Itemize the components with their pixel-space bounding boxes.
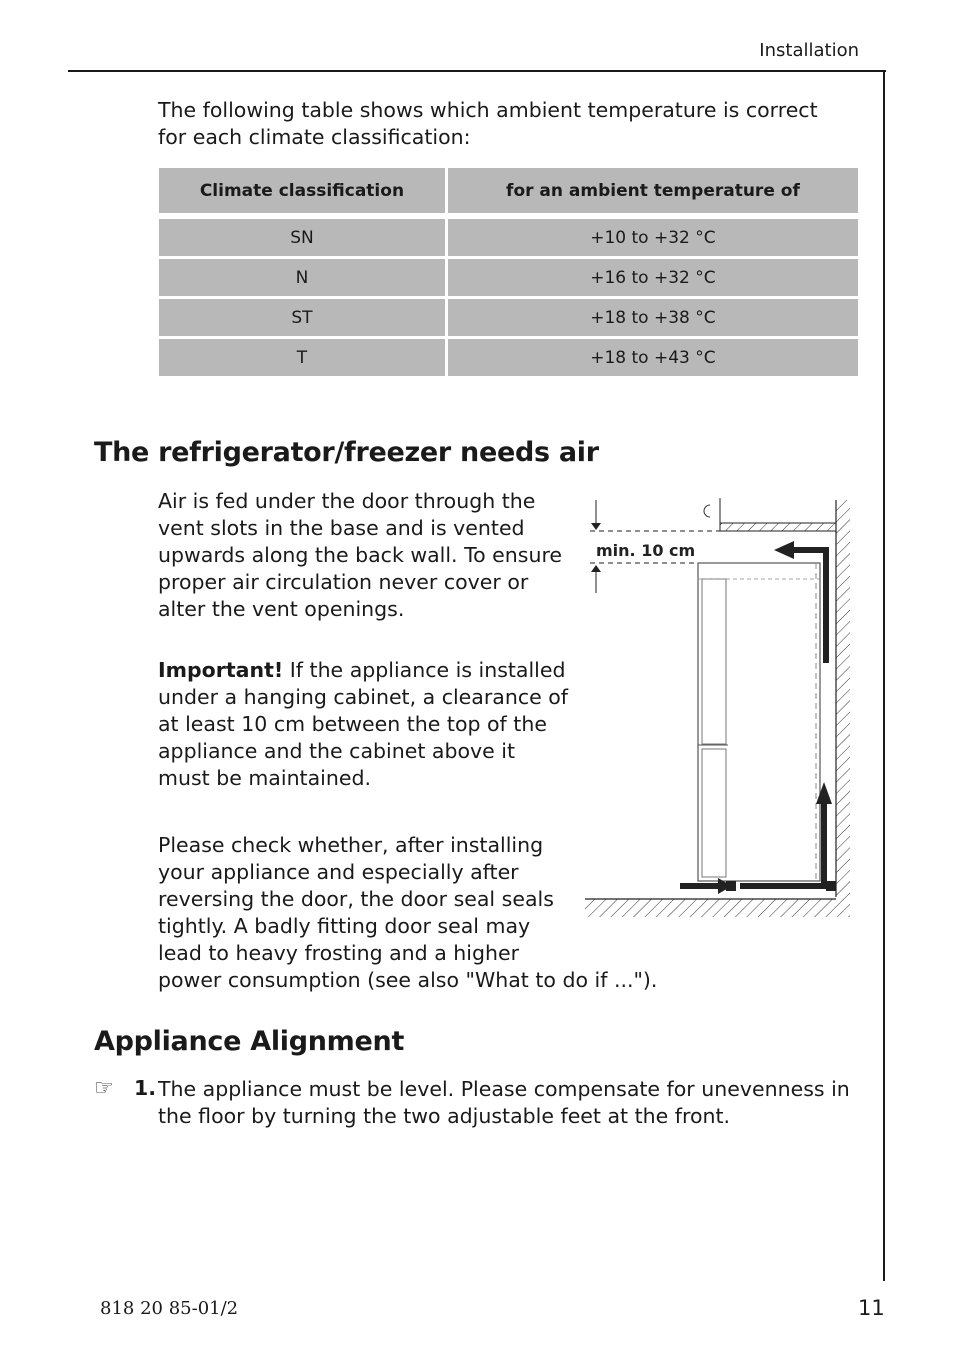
text-line: lead to heavy frosting and a higher: [158, 941, 520, 965]
text-line: power consumption (see also "What to do if ...").: [158, 968, 658, 992]
wall-hatch: [836, 500, 850, 900]
climate-table: [156, 165, 861, 379]
table-header-row: [159, 168, 858, 213]
table-header-cell: for an ambient temperature of: [448, 168, 858, 213]
pointing-hand-icon: ☞: [94, 1076, 114, 1101]
important-label: Important!: [158, 658, 284, 682]
table-cell: T: [159, 339, 445, 376]
important-paragraph: [158, 657, 568, 792]
rear-foot: [826, 881, 836, 891]
table-cell: ST: [159, 299, 445, 336]
air-paragraph: Air is fed under the door through the vent slots in the base and is vented upwards along the back wall. To ensure proper air circulation never cover or alter the vent openings.: [158, 489, 563, 621]
table-row: [159, 259, 858, 296]
header-rule: [68, 70, 886, 72]
text-line: reversing the door, the door seal seals: [158, 887, 554, 911]
section-title-air: The refrigerator/freezer needs air: [94, 437, 599, 468]
important-text: If the appliance is installed under a hanging cabinet, a clearance of at least 10 cm between the top of the appliance and the cabinet above it must be maintained.: [158, 658, 568, 790]
step-number: 1.: [134, 1076, 157, 1100]
text-line: your appliance and especially after: [158, 860, 519, 884]
table-cell: N: [159, 259, 445, 296]
intro-paragraph: The following table shows which ambient temperature is correct for each climate classification:: [158, 98, 818, 149]
margin-rule: [883, 70, 885, 1281]
table-row: [159, 339, 858, 376]
text-line: tightly. A badly fitting door seal may: [158, 914, 531, 938]
table-cell: +18 to +43 °C: [448, 339, 858, 376]
page-number: 11: [858, 1296, 885, 1320]
table-cell: +18 to +38 °C: [448, 299, 858, 336]
table-cell: +10 to +32 °C: [448, 219, 858, 256]
table-cell: SN: [159, 219, 445, 256]
table-header-cell: Climate classification: [159, 168, 445, 213]
table-cell: +16 to +32 °C: [448, 259, 858, 296]
table-row: [159, 219, 858, 256]
header-section-label: Installation: [759, 40, 859, 61]
ventilation-diagram: [580, 495, 855, 920]
floor-hatch: [585, 899, 850, 917]
table-row: [159, 299, 858, 336]
clearance-label: min. 10 cm: [596, 541, 696, 560]
appliance-body: [698, 563, 820, 881]
hanging-cabinet: [720, 523, 836, 531]
text-line: Please check whether, after installing: [158, 833, 544, 857]
document-code: 818 20 85-01/2: [100, 1298, 239, 1319]
step-text: The appliance must be level. Please compensate for unevenness in the floor by turning the two adjustable feet at the front.: [158, 1077, 850, 1128]
section-title-alignment: Appliance Alignment: [94, 1026, 405, 1057]
